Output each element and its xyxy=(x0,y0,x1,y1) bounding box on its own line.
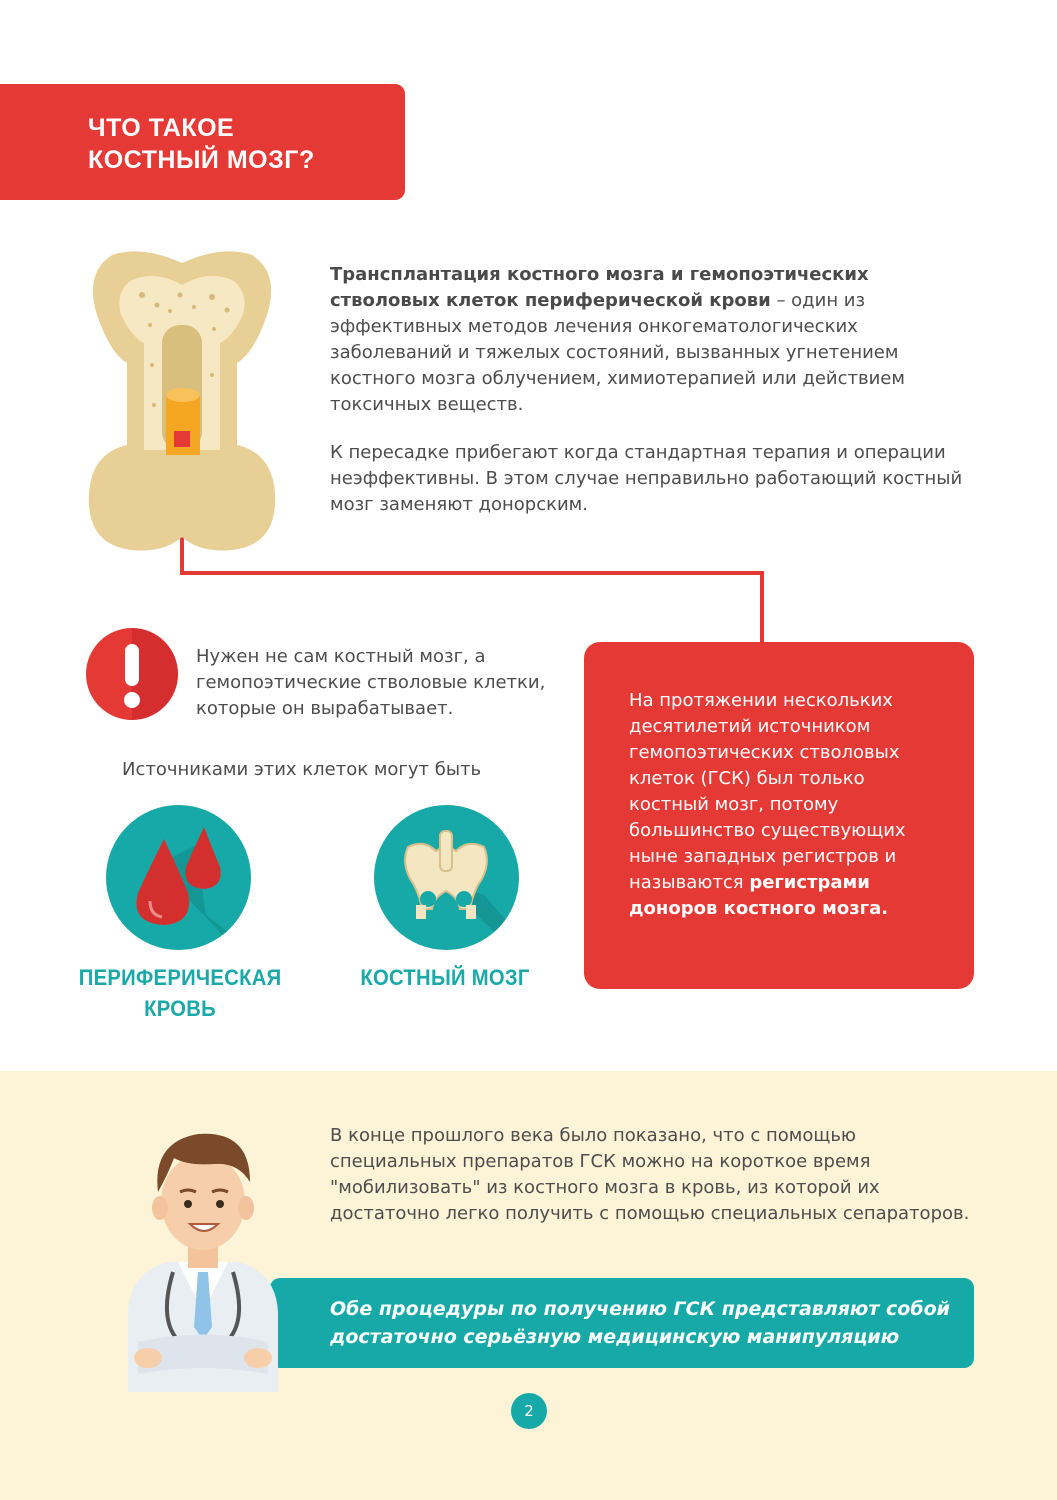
intro-rest: – один из эффективных методов лечения онкогематологических заболеваний и тяжелых состояний, вызванных угнетением костного мозга облучением, химиотерапией или действием токсичных веществ. xyxy=(330,290,905,415)
sources-label: Источниками этих клеток могут быть xyxy=(122,759,482,780)
blood-drops-icon xyxy=(106,805,251,950)
title-line-1: ЧТО ТАКОЕ xyxy=(88,114,235,142)
label-blood-line-1: ПЕРИФЕРИЧЕСКАЯ xyxy=(78,965,282,990)
pelvis-icon xyxy=(374,805,519,950)
page-number: 2 xyxy=(511,1393,547,1429)
info-box-bold: регистрами доноров костного мозга. xyxy=(629,872,889,919)
intro-paragraph-2: К пересадке прибегают когда стандартная терапия и операции неэффективны. В этом случае неправильно работающий костный мозг заменяют донорским. xyxy=(330,442,963,515)
highlight-text: Обе процедуры по получению ГСК представляют собой достаточно серьёзную медицинскую манипуляцию xyxy=(330,1298,950,1348)
bottom-text: В конце прошлого века было показано, что с помощью специальных препаратов ГСК можно на короткое время "мобилизовать" из костного мозга в кровь, из которой их достаточно легко получить с помощью специальных сепараторов. xyxy=(330,1125,970,1224)
label-peripheral-blood xyxy=(79,962,281,1024)
label-blood-line-2: КРОВЬ xyxy=(144,996,216,1021)
exclamation-icon xyxy=(86,628,178,720)
intro-bold: Трансплантация костного мозга и гемопоэтических стволовых клеток периферической крови xyxy=(330,264,869,311)
intro-paragraph-1 xyxy=(330,262,970,418)
info-box-body: На протяжении нескольких десятилетий источником гемопоэтических стволовых клеток (ГСК) был только костный мозг, потому большинство существующих ныне западных регистров и называются xyxy=(629,690,906,893)
page-title xyxy=(88,112,388,176)
title-line-2: КОСТНЫЙ МОЗГ? xyxy=(88,146,315,174)
doctor-illustration xyxy=(118,1112,288,1392)
warning-text: Нужен не сам костный мозг, а гемопоэтические стволовые клетки, которые он вырабатывает. xyxy=(196,646,546,719)
label-bone-marrow: КОСТНЫЙ МОЗГ xyxy=(360,965,530,990)
info-box-text xyxy=(629,688,949,922)
intro-text xyxy=(330,262,970,540)
bone-illustration xyxy=(82,245,282,565)
